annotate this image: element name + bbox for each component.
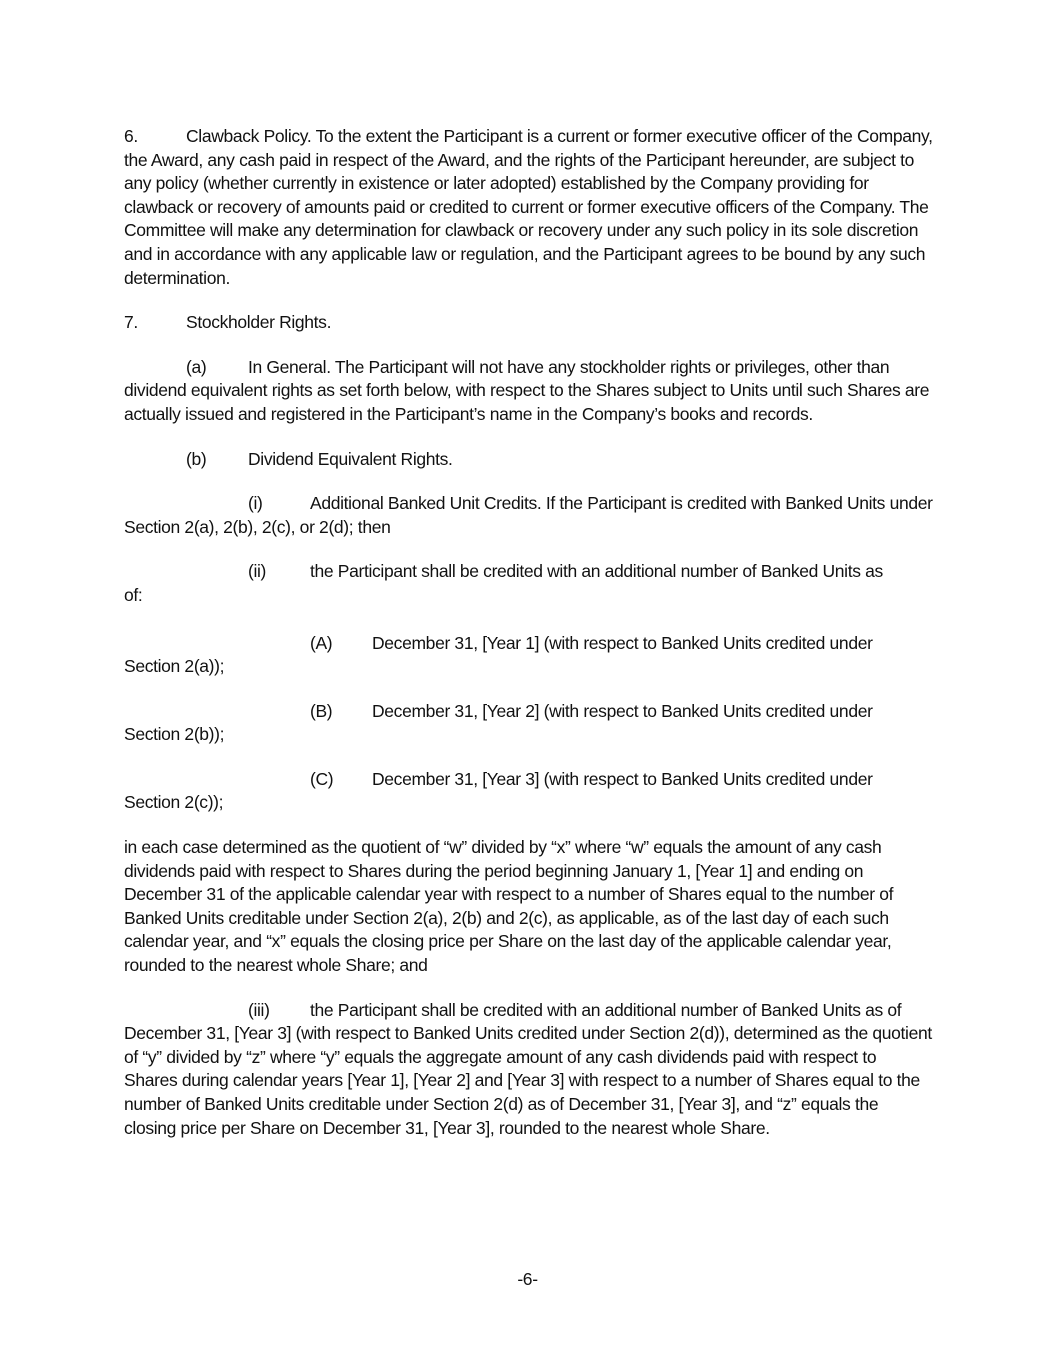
section-7b-B-number: (B) — [310, 700, 333, 721]
section-7b-ii-paragraph — [124, 560, 934, 607]
section-7b-A-number: (A) — [310, 632, 333, 653]
section-7b-C-number: (C) — [310, 768, 334, 789]
section-7b-ii-number: (ii) — [248, 561, 267, 582]
section-7a-text: In General. The Participant will not have any stockholder rights or privileges, other than dividend equivalent rights as set forth below, with respect to the Shares subject to Units until such Shares are actually issued and registered in the Participant’s name in the Company’s books and records. — [124, 356, 930, 424]
section-7b-iii-paragraph — [124, 999, 934, 1141]
section-7b-C-paragraph — [124, 768, 934, 815]
section-7b-number: (b) — [186, 448, 207, 469]
section-7-heading-text: Stockholder Rights. — [186, 312, 332, 333]
section-7b-A-text: December 31, [Year 1] (with respect to Banked Units credited under Section 2(a)); — [124, 632, 873, 677]
section-7b-B-paragraph — [124, 700, 934, 747]
document-page — [124, 125, 934, 1161]
section-7b-C-text: December 31, [Year 3] (with respect to Banked Units credited under Section 2(c)); — [124, 768, 873, 813]
section-7b-heading-text: Dividend Equivalent Rights. — [248, 448, 453, 469]
section-7a-paragraph — [124, 356, 934, 427]
section-7b-B-text: December 31, [Year 2] (with respect to Banked Units credited under Section 2(b)); — [124, 700, 873, 745]
section-7b-i-paragraph — [124, 492, 934, 539]
page-number: -6- — [517, 1269, 538, 1289]
section-7b-iii-number: (iii) — [248, 999, 270, 1020]
section-6-text: Clawback Policy. To the extent the Participant is a current or former executive officer of the Company, the Award, any cash paid in respect of the Award, and the rights of the Participant hereunder, are subject to any policy (whether currently in existence or later adopted) established by the Company providing for clawback or recovery of amounts paid or credited to current or former executive officers of the Company. The Committee will make any determination for clawback or recovery under any such policy in its sole discretion and in accordance with any applicable law or regulation, and the Participant agrees to be bound by any such determination. — [124, 126, 933, 288]
section-7b-ii-text: the Participant shall be credited with an additional number of Banked Units as of: — [124, 561, 883, 605]
section-7b-i-text: Additional Banked Unit Credits. If the Participant is credited with Banked Units under Section 2(a), 2(b), 2(c), or 2(d); then — [124, 493, 933, 537]
section-7a-number: (a) — [186, 356, 207, 377]
section-7-number: 7. — [124, 312, 138, 333]
section-7b-i-number: (i) — [248, 493, 263, 514]
section-7b-iii-text: the Participant shall be credited with an additional number of Banked Units as of December 31, [Year 3] (with respect to Banked Units credited under Section 2(d)), determined as the quotient of “y” divided by “z” where “y” equals the aggregate amount of any cash dividends paid with respect to Shares during calendar years [Year 1], [Year 2] and [Year 3] with respect to a number of Shares equal to the number of Banked Units creditable under Section 2(d) as of December 31, [Year 3], and “z” equals the closing price per Share on December 31, [Year 3], rounded to the nearest whole Share. — [124, 999, 932, 1138]
section-7-heading — [124, 311, 934, 335]
section-6-paragraph — [124, 125, 934, 290]
section-7b-heading — [124, 448, 934, 472]
section-7b-A-paragraph — [124, 632, 934, 679]
in-each-case-paragraph: in each case determined as the quotient of “w” divided by “x” where “w” equals the amount of any cash dividends paid with respect to Shares during the period beginning January 1, [Year 1] and ending on December 31 of the applicable calendar year with respect to a number of Shares equal to the number of Banked Units creditable under Section 2(a), 2(b) and 2(c), as applicable, as of the last day of each such calendar year, and “x” equals the closing price per Share on the last day of the applicable calendar year, rounded to the nearest whole Share; and — [124, 837, 894, 976]
section-6-number: 6. — [124, 126, 138, 146]
